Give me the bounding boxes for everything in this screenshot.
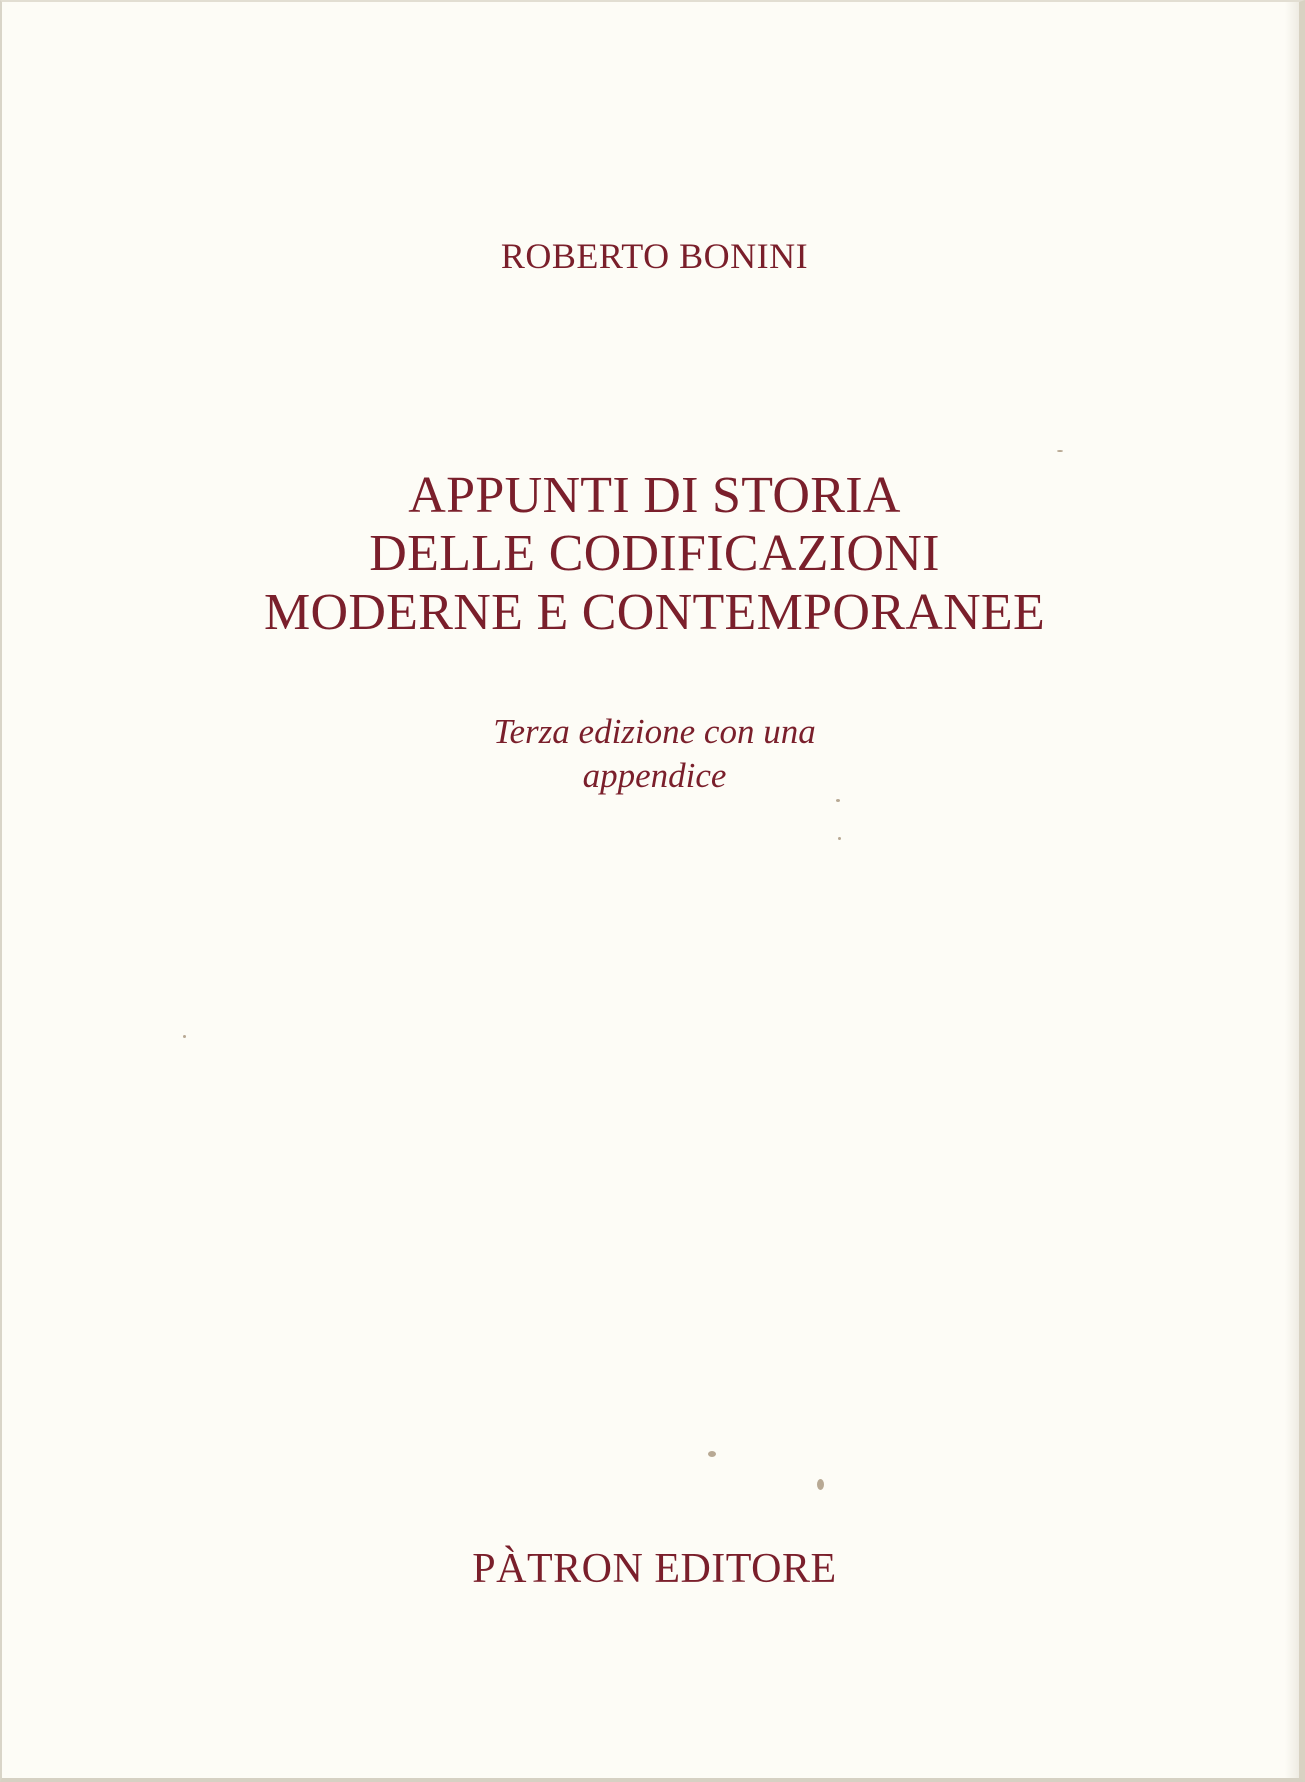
title-line-1: APPUNTI DI STORIA: [408, 467, 901, 524]
paper-speck: [838, 837, 841, 840]
title-line-2: DELLE CODIFICAZIONI: [369, 525, 940, 582]
paper-speck: [817, 1479, 824, 1490]
paper-speck: [1057, 450, 1063, 452]
paper-speck: [183, 1035, 186, 1038]
paper-speck: [708, 1451, 716, 1457]
author-name: ROBERTO BONINI: [500, 236, 809, 276]
title-line-3: MODERNE E CONTEMPORANEE: [263, 584, 1046, 641]
publisher-name: PÀTRON EDITORE: [472, 1546, 837, 1592]
paper-speck: [836, 799, 840, 802]
edition-line-2: appendice: [582, 756, 727, 795]
edition-line-1: Terza edizione con una: [493, 712, 816, 751]
